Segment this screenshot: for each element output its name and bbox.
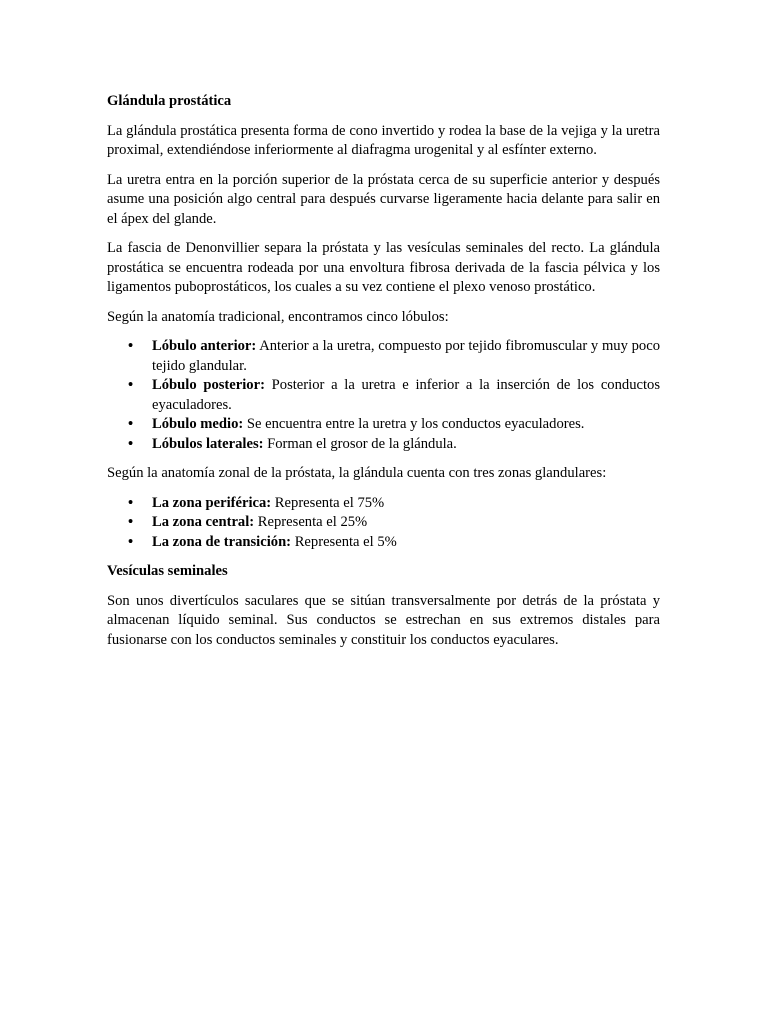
- list-item: [107, 533, 660, 553]
- bullet-icon: •: [128, 514, 134, 530]
- list-item-text: Forman el grosor de la glándula.: [263, 435, 457, 452]
- list-item-text: Posterior a la uretra e inferior a la inserción de los conductos eyaculadores.: [152, 377, 661, 413]
- document-page: [107, 92, 660, 660]
- list-item: [107, 494, 660, 514]
- zones-intro: Según la anatomía zonal de la próstata, la glándula cuenta con tres zonas glandulares:: [107, 465, 607, 481]
- list-item-text: Representa el 5%: [291, 533, 397, 550]
- zones-list: [107, 494, 660, 553]
- bullet-icon: •: [128, 338, 134, 354]
- bullet-icon: •: [128, 533, 134, 550]
- bullet-icon: •: [128, 377, 134, 393]
- list-item-term: La zona periférica:: [152, 494, 272, 511]
- list-item: [107, 376, 660, 415]
- paragraph-shape: La glándula prostática presenta forma de cono invertido y rodea la base de la vejiga y la uretra proximal, extendiéndose inferiormente al diafragma urogenital y al esfínter externo.: [107, 122, 660, 158]
- paragraph-seminal-vesicles: Son unos divertículos saculares que se sitúan transversalmente por detrás de la próstata y almacenan líquido seminal. Sus conductos se estrechan en sus extremos distales para fusionarse con los conductos seminales y constituir los conductos eyaculares.: [107, 592, 660, 648]
- list-item-term: Lóbulo anterior:: [152, 338, 257, 354]
- list-item-term: Lóbulos laterales:: [152, 435, 264, 452]
- bullet-icon: •: [128, 416, 134, 432]
- list-item: [107, 337, 660, 376]
- lobes-intro: Según la anatomía tradicional, encontramos cinco lóbulos:: [107, 308, 449, 325]
- bullet-icon: •: [128, 435, 134, 452]
- list-item: [107, 513, 660, 533]
- list-item-text: Representa el 25%: [254, 514, 368, 530]
- list-item-term: Lóbulo posterior:: [152, 377, 265, 393]
- list-item-term: Lóbulo medio:: [152, 416, 244, 432]
- lobes-list: [107, 337, 660, 454]
- section-heading-prostate: Glándula prostática: [107, 93, 232, 109]
- list-item-term: La zona central:: [152, 514, 255, 530]
- list-item: [107, 435, 660, 455]
- list-item-text: Representa el 75%: [271, 494, 385, 511]
- list-item-text: Anterior a la uretra, compuesto por tejido fibromuscular y muy poco tejido glandular.: [152, 338, 660, 374]
- list-item: [107, 415, 660, 435]
- bullet-icon: •: [128, 494, 134, 511]
- list-item-term: La zona de transición:: [152, 533, 292, 550]
- paragraph-urethra: La uretra entra en la porción superior de la próstata cerca de su superficie anterior y después asume una posición algo central para después curvarse ligeramente hacia delante para salir en el ápex del glande.: [107, 171, 660, 227]
- section-heading-seminal-vesicles: Vesículas seminales: [107, 563, 228, 579]
- paragraph-fascia: La fascia de Denonvillier separa la próstata y las vesículas seminales del recto. La glándula prostática se encuentra rodeada por una envoltura fibrosa derivada de la fascia pélvica y los ligamentos puboprostáticos, los cuales a su vez contiene el plexo venoso prostático.: [107, 240, 660, 295]
- list-item-text: Se encuentra entre la uretra y los conductos eyaculadores.: [243, 416, 585, 432]
